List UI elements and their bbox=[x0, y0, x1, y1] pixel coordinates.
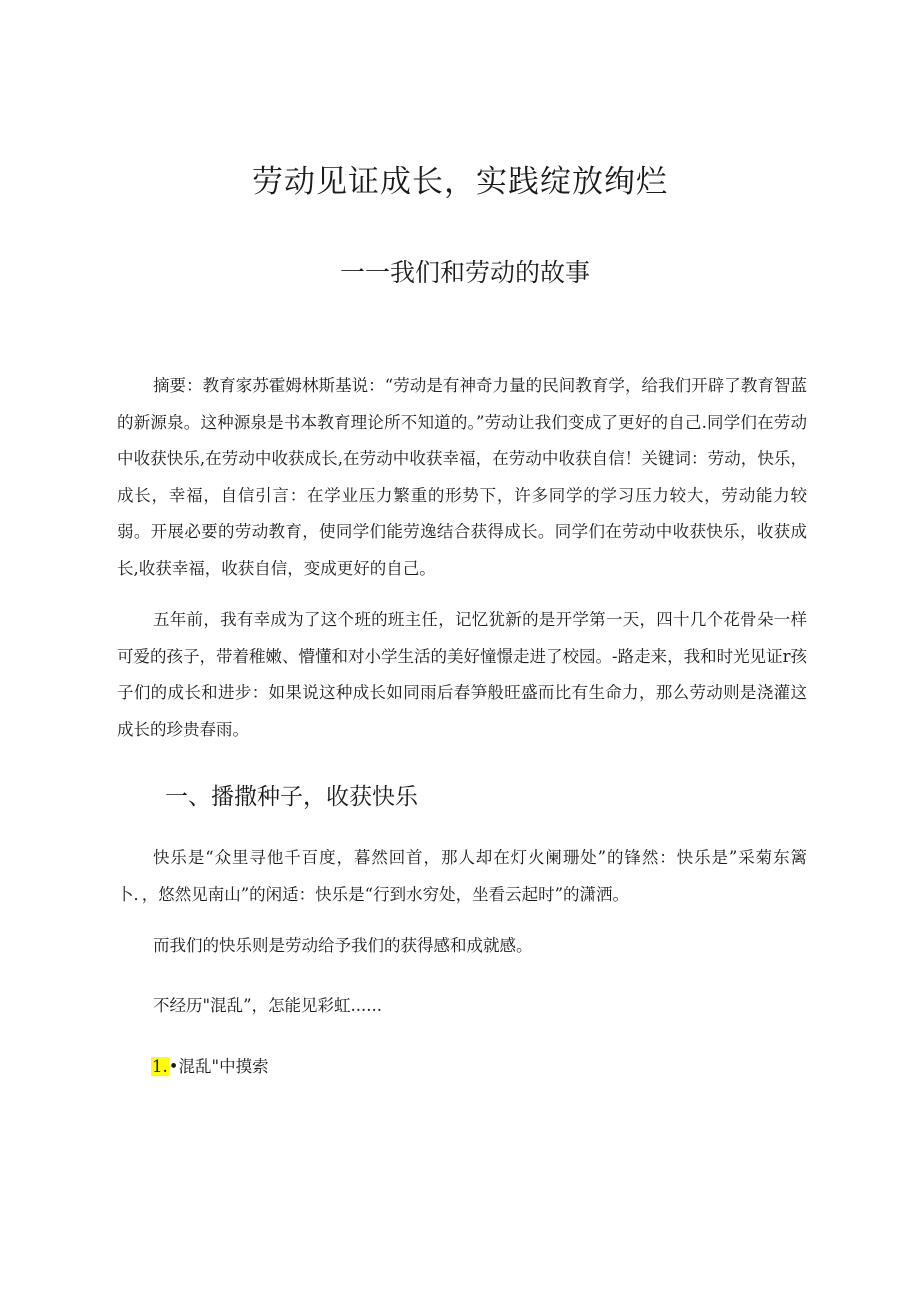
no-chaos-paragraph: 不经历"混乱”，怎能见彩虹...... bbox=[153, 996, 382, 1015]
subheading-number: 1. bbox=[152, 1057, 168, 1076]
section-heading-1: 一、播撒种子，收获快乐 bbox=[165, 784, 418, 810]
abstract-paragraph: 摘要：教育家苏霍姆林斯基说：“劳动是有神奇力量的民间教育学，给我们开辟了教育智蓝的新源泉。这种源泉是书本教育理论所不知道的。”劳动让我们变成了更好的自己.同学们在劳动中收获快乐,在劳动中收获成长,在劳动中收获幸福，在劳动中收获自信！关键词：劳动，快乐，成长，幸福，自信引言：在学业压力繁重的形势下，许多同学的学习压力较大，劳动能力较弱。开展必要的劳动教育，使同学们能劳逸结合获得成长。同学们在劳动中收获快乐，收获成长,收获幸福，收获自信，变成更好的自己。 bbox=[117, 376, 807, 578]
happy-paragraph: 快乐是“众里寻他千百度，暮然回首，那人却在灯火阑珊处”的锋然：快乐是”采菊东篱卜．，悠然见南山”的闲适：快乐是“行到水穷处，坐看云起时”的潇洒。 bbox=[117, 848, 807, 904]
subheading-text: •混乱"中摸索 bbox=[168, 1057, 269, 1076]
intro-paragraph: 五年前，我有幸成为了这个班的班主任，记忆犹新的是开学第一天，四十几个花骨朵一样可爱的孩子，带着稚嫩、懵懂和对小学生活的美好憧憬走进了校园。-路走来，我和时光见证r孩子们的成长和进步：如果说这种成长如同雨后春笋般旺盛而比有生命力，那么劳动则是浇灌这成长的珍贵春雨。 bbox=[117, 610, 807, 739]
subheading-1 bbox=[151, 1053, 269, 1081]
document-subtitle: 一一我们和劳动的故事 bbox=[339, 258, 590, 287]
document-title: 劳动见证成长，实践绽放绚烂 bbox=[252, 164, 668, 200]
our-happy-paragraph: 而我们的快乐则是劳动给予我们的获得感和成就感。 bbox=[153, 936, 533, 955]
